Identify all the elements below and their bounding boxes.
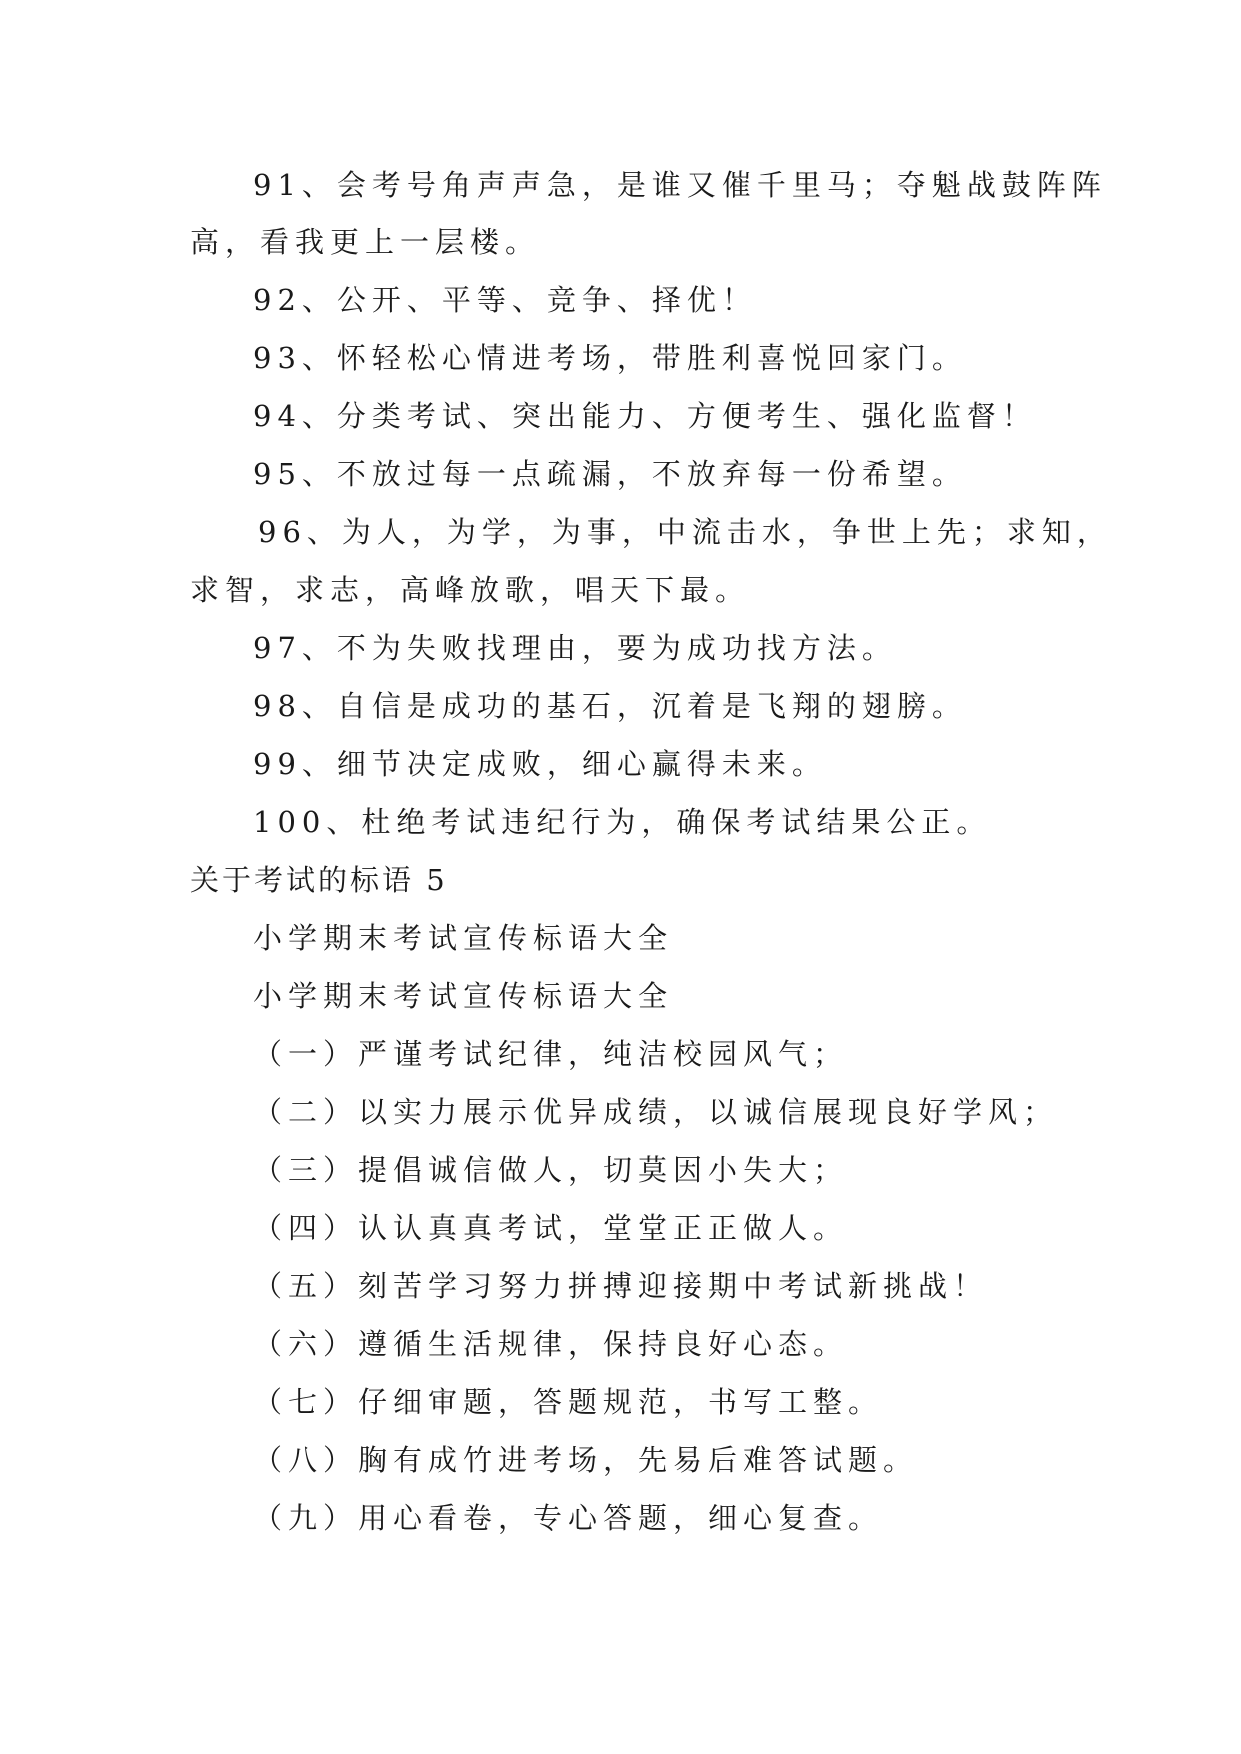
slogan-93: 93、怀轻松心情进考场，带胜利喜悦回家门。 <box>253 341 967 375</box>
subtitle-2: 小学期末考试宣传标语大全 <box>253 979 674 1013</box>
section-heading: 关于考试的标语 5 <box>190 863 448 897</box>
slogan-96-line-2: 求智，求志，高峰放歌，唱天下最。 <box>190 573 751 607</box>
list-item: （五）刻苦学习努力拼搏迎接期中考试新挑战！ <box>253 1269 989 1303</box>
list-item: （二）以实力展示优异成绩，以诚信展现良好学风； <box>253 1095 1059 1129</box>
slogan-94: 94、分类考试、突出能力、方便考生、强化监督！ <box>253 399 1037 433</box>
slogan-99: 99、细节决定成败，细心赢得未来。 <box>253 747 827 781</box>
slogan-91-line-2: 高，看我更上一层楼。 <box>190 225 541 259</box>
slogan-95: 95、不放过每一点疏漏，不放弃每一份希望。 <box>253 457 967 491</box>
list-item: （六）遵循生活规律，保持良好心态。 <box>253 1327 849 1361</box>
slogan-92: 92、公开、平等、竞争、择优！ <box>253 283 757 317</box>
list-item: （七）仔细审题，答题规范，书写工整。 <box>253 1385 884 1419</box>
slogan-100: 100、杜绝考试违纪行为，确保考试结果公正。 <box>253 805 992 839</box>
slogan-97: 97、不为失败找理由，要为成功找方法。 <box>253 631 897 665</box>
list-item: （三）提倡诚信做人，切莫因小失大； <box>253 1153 849 1187</box>
list-item: （八）胸有成竹进考场，先易后难答试题。 <box>253 1443 919 1477</box>
list-item: （一）严谨考试纪律，纯洁校园风气； <box>253 1037 849 1071</box>
list-item: （九）用心看卷，专心答题，细心复查。 <box>253 1501 884 1535</box>
subtitle-1: 小学期末考试宣传标语大全 <box>253 921 674 955</box>
slogan-96-line-1: 96、为人，为学，为事，中流击水，争世上先；求知， <box>258 515 1112 549</box>
slogan-91-line-1: 91、会考号角声声急，是谁又催千里马；夺魁战鼓阵阵 <box>253 168 1107 202</box>
slogan-98: 98、自信是成功的基石，沉着是飞翔的翅膀。 <box>253 689 967 723</box>
list-item: （四）认认真真考试，堂堂正正做人。 <box>253 1211 849 1245</box>
